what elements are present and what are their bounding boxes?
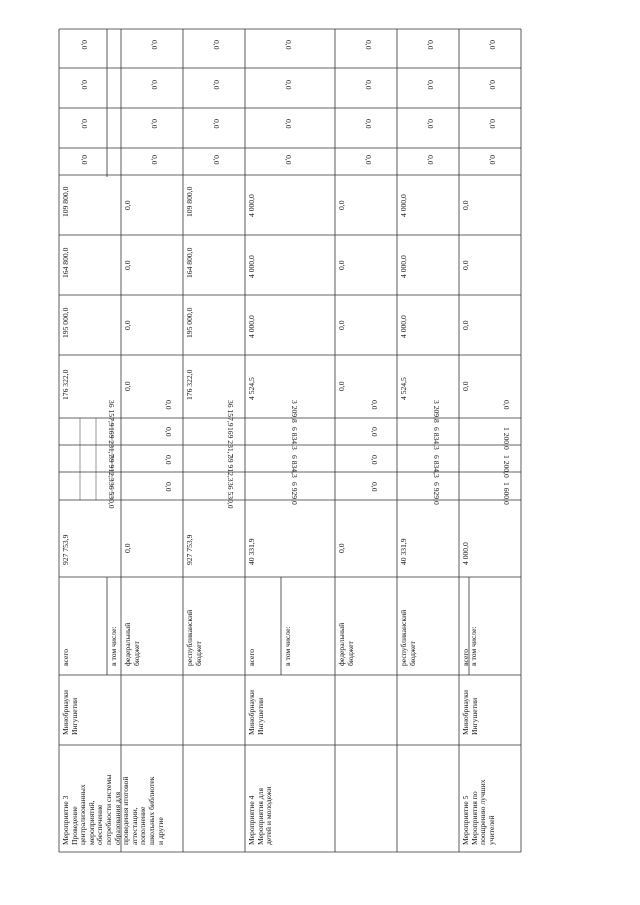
activity-3-republic-y4: 109 800,0 — [185, 186, 194, 217]
activity-4-federal-f4: 0,0 — [370, 400, 379, 410]
activity-5-all-z1: 0,0 — [488, 155, 497, 165]
activity-4-all-f4: 3 209,8 — [290, 400, 299, 423]
activity-4-all-z1: 0,0 — [284, 155, 293, 165]
activity-5-all-total: 4 000,0 — [461, 542, 470, 565]
activity-3-name: Мероприятие 3 Проведение централизованных мероприятий, обеспечение потребности системы образования для проведения итоговой аттестации, пополнение школьных библиотек и другие — [61, 774, 165, 845]
activity-3-all-y1: 176 322,0 — [61, 369, 70, 400]
activity-4-republic-z4: 0,0 — [426, 40, 435, 50]
activity-4-federal-z2: 0,0 — [364, 119, 373, 129]
activity-5-all-f4: 0,0 — [502, 400, 511, 410]
activity-4-all-y2: 4 000,0 — [247, 315, 256, 338]
activity-3-all-z3: 0,0 — [80, 80, 89, 90]
activity-5-all-y4: 0,0 — [461, 200, 470, 210]
activity-4-republic-f4: 3 209,8 — [432, 400, 441, 423]
activity-3-republic-y3: 164 800,0 — [185, 247, 194, 278]
activity-4-federal-f3: 0,0 — [370, 427, 379, 437]
activity-3-all-f1: 36 530,0 — [107, 482, 116, 509]
activity-4-executor: Минобрнауки Ингушетии — [247, 690, 265, 735]
activity-4-federal-y4: 0,0 — [337, 200, 346, 210]
activity-3-republic-total: 927 753,9 — [185, 534, 194, 565]
activity-4-all-z2: 0,0 — [284, 119, 293, 129]
activity-3-all-z4: 0,0 — [80, 40, 89, 50]
activity-5-all-f3: 1 200,0 — [502, 427, 511, 450]
activity-4-republic-z1: 0,0 — [426, 155, 435, 165]
activity-5-all-f1: 1 600,0 — [502, 482, 511, 505]
activity-3-executor: Минобрнауки Ингушетии — [61, 690, 79, 735]
activity-3-republic-y2: 195 000,0 — [185, 307, 194, 338]
activity-5-executor: Минобрнауки Ингушетии — [461, 690, 479, 735]
activity-5-all-y1: 0,0 — [461, 381, 470, 391]
activity-5-all-z4: 0,0 — [488, 40, 497, 50]
activity-3-republic-label: республиканский бюджет — [185, 609, 203, 666]
activity-3-republic-z2: 0,0 — [212, 119, 221, 129]
activity-3-republic-f1: 36 530,0 — [226, 482, 235, 509]
activity-4-republic-f1: 6 929,0 — [432, 482, 441, 505]
activity-4-federal-y3: 0,0 — [337, 260, 346, 270]
activity-3-all-z2: 0,0 — [80, 119, 89, 129]
activity-3-republic-z1: 0,0 — [212, 155, 221, 165]
activity-3-republic-y1: 176 322,0 — [185, 369, 194, 400]
activity-5-name: Мероприятие 5 Мероприятия по поощрению лучших учителей — [461, 779, 496, 845]
activity-4-federal-f1: 0,0 — [370, 482, 379, 492]
activity-4-all-f2: 6 834,3 — [290, 455, 299, 478]
activity-4-federal-z1: 0,0 — [364, 155, 373, 165]
activity-4-federal-y1: 0,0 — [337, 381, 346, 391]
activity-3-federal-f3: 0,0 — [164, 427, 173, 437]
activity-3-federal-z4: 0,0 — [150, 40, 159, 50]
activity-3-federal-z1: 0,0 — [150, 155, 159, 165]
activity-3-all-total: 927 753,9 — [61, 534, 70, 565]
activity-3-federal-z2: 0,0 — [150, 119, 159, 129]
activity-5-all-z2: 0,0 — [488, 119, 497, 129]
activity-3-federal-y1: 0,0 — [123, 381, 132, 391]
activity-4-republic-y3: 4 000,0 — [399, 255, 408, 278]
activity-4-federal-z3: 0,0 — [364, 80, 373, 90]
activity-3-republic-z4: 0,0 — [212, 40, 221, 50]
activity-4-name: Мероприятие 4 Мероприятия для детей и молодежи — [247, 786, 274, 845]
activity-4-republic-f3: 6 834,3 — [432, 427, 441, 450]
activity-4-federal-total: 0,0 — [337, 543, 346, 553]
activity-4-including-label: в том числе: — [283, 626, 292, 666]
activity-3-federal-z3: 0,0 — [150, 80, 159, 90]
activity-3-all-f2: 39 912,3 — [107, 455, 116, 482]
activity-3-federal-y4: 0,0 — [123, 200, 132, 210]
activity-4-all-y1: 4 524,5 — [247, 377, 256, 400]
activity-4-republic-y4: 4 000,0 — [399, 194, 408, 217]
activity-5-all-label: всего — [461, 648, 470, 666]
activity-3-including-label: в том числе: — [109, 626, 118, 666]
activity-3-federal-y2: 0,0 — [123, 320, 132, 330]
activity-4-all-total: 40 331,9 — [247, 538, 256, 565]
activity-4-republic-z2: 0,0 — [426, 119, 435, 129]
activity-4-federal-z4: 0,0 — [364, 40, 373, 50]
activity-3-all-z1: 0,0 — [80, 155, 89, 165]
activity-3-federal-y3: 0,0 — [123, 260, 132, 270]
activity-4-federal-y2: 0,0 — [337, 320, 346, 330]
activity-4-all-z4: 0,0 — [284, 40, 293, 50]
activity-5-all-y2: 0,0 — [461, 320, 470, 330]
activity-4-all-label: всего — [247, 648, 256, 666]
activity-3-all-f3: 169 231,7 — [107, 427, 116, 458]
activity-4-republic-y1: 4 524,5 — [399, 377, 408, 400]
activity-4-all-y3: 4 000,0 — [247, 255, 256, 278]
activity-4-republic-z3: 0,0 — [426, 80, 435, 90]
activity-4-all-f1: 6 929,0 — [290, 482, 299, 505]
activity-3-federal-f1: 0,0 — [164, 482, 173, 492]
activity-3-all-y3: 164 800,0 — [61, 247, 70, 278]
activity-5-all-y3: 0,0 — [461, 260, 470, 270]
activity-3-republic-z3: 0,0 — [212, 80, 221, 90]
activity-5-including-label: в том числе: — [469, 626, 478, 666]
activity-3-federal-f4: 0,0 — [164, 400, 173, 410]
activity-3-federal-label: федеральный бюджет — [123, 622, 141, 666]
activity-4-federal-f2: 0,0 — [370, 455, 379, 465]
activity-3-republic-f2: 39 912,3 — [226, 455, 235, 482]
activity-4-all-z3: 0,0 — [284, 80, 293, 90]
activity-4-republic-label: республиканский бюджет — [399, 609, 417, 666]
activity-3-all-y4: 109 800,0 — [61, 186, 70, 217]
activity-5-all-f2: 1 200,0 — [502, 455, 511, 478]
activity-4-republic-total: 40 331,9 — [399, 538, 408, 565]
activity-3-republic-f4: 36 157,9 — [226, 400, 235, 427]
activity-3-all-f4: 36 157,9 — [107, 400, 116, 427]
activity-4-republic-f2: 6 834,3 — [432, 455, 441, 478]
activity-4-all-y4: 4 000,0 — [247, 194, 256, 217]
activity-3-republic-f3: 169 231,7 — [226, 427, 235, 458]
activity-3-all-label: всего — [61, 648, 70, 666]
activity-4-federal-label: федеральный бюджет — [337, 622, 355, 666]
activity-4-republic-y2: 4 000,0 — [399, 315, 408, 338]
activity-4-all-f3: 6 834,3 — [290, 427, 299, 450]
activity-3-federal-total: 0,0 — [123, 543, 132, 553]
activity-5-all-z3: 0,0 — [488, 80, 497, 90]
activity-3-all-y2: 195 000,0 — [61, 307, 70, 338]
activity-3-federal-f2: 0,0 — [164, 455, 173, 465]
